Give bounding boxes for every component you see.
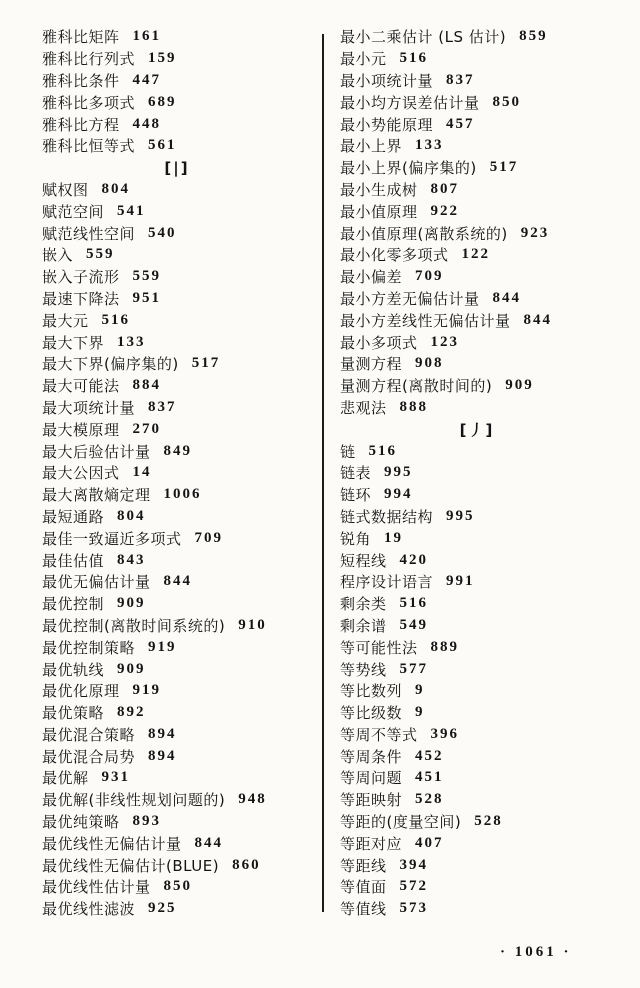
entry-page-number: 516 — [101, 311, 131, 328]
index-entry — [42, 70, 312, 92]
index-entry — [42, 854, 312, 876]
index-entry — [340, 309, 614, 331]
entry-page-number: 122 — [461, 246, 491, 263]
entry-term: 等距的(度量空间) — [340, 813, 462, 832]
entry-term: 最小值原理 — [340, 202, 418, 221]
entry-page-number: 804 — [117, 507, 146, 524]
entry-term: 最大下界 — [42, 333, 105, 352]
index-entry — [42, 113, 312, 135]
entry-page-number: 528 — [474, 813, 503, 830]
entry-page-number: 837 — [446, 71, 475, 88]
entry-page-number: 909 — [117, 660, 146, 677]
index-entry — [42, 527, 312, 549]
entry-page-number: 559 — [132, 268, 162, 285]
index-entry — [340, 767, 614, 789]
index-entry — [340, 680, 614, 702]
entry-page-number: 516 — [399, 595, 429, 612]
entry-term: 等距对应 — [340, 834, 403, 853]
entry-term: 最优控制策略 — [42, 638, 136, 657]
index-left-column — [42, 26, 312, 920]
index-entry — [42, 135, 312, 157]
entry-term: 最优解 — [42, 769, 89, 788]
entry-page-number: 925 — [148, 900, 177, 917]
entry-term: 最佳估值 — [42, 551, 105, 570]
entry-term: 最大下界(偏序集的) — [42, 355, 179, 374]
index-entry — [42, 549, 312, 571]
index-entry — [42, 658, 312, 680]
entry-term: 量测方程 — [340, 355, 403, 374]
entry-term: 最佳一致逼近多项式 — [42, 529, 182, 548]
entry-page-number: 844 — [523, 311, 553, 328]
index-entry — [340, 702, 614, 724]
entry-term: 最大公因式 — [42, 464, 120, 483]
entry-page-number: 888 — [399, 398, 429, 415]
index-entry — [340, 135, 614, 157]
entry-term: 最小上界 — [340, 137, 403, 156]
index-entry — [340, 179, 614, 201]
entry-term: 最优控制(离散时间系统的) — [42, 616, 226, 635]
entry-page-number: 451 — [415, 769, 444, 786]
entry-page-number: 948 — [238, 791, 267, 808]
entry-page-number: 123 — [430, 333, 460, 350]
entry-term: 量测方程(离散时间的) — [340, 377, 493, 396]
entry-term: 短程线 — [340, 551, 387, 570]
index-entry — [42, 462, 312, 484]
index-entry — [42, 745, 312, 767]
entry-term: 链环 — [340, 486, 372, 505]
entry-page-number: 133 — [415, 137, 444, 154]
entry-page-number: 709 — [194, 529, 224, 546]
entry-page-number: 884 — [132, 377, 162, 394]
entry-page-number: 850 — [492, 93, 522, 110]
entry-page-number: 922 — [430, 202, 460, 219]
index-entry — [340, 876, 614, 898]
index-entry — [42, 615, 312, 637]
index-entry — [42, 832, 312, 854]
entry-page-number: 889 — [430, 638, 460, 655]
entry-term: 雅科比恒等式 — [42, 137, 136, 156]
entry-term: 最小偏差 — [340, 268, 403, 287]
entry-page-number: 843 — [117, 551, 146, 568]
entry-page-number: 844 — [163, 573, 193, 590]
index-entry — [42, 266, 312, 288]
entry-page-number: 541 — [117, 202, 146, 219]
entry-page-number: 549 — [399, 616, 429, 633]
entry-term: 等距线 — [340, 856, 387, 875]
entry-page-number: 161 — [132, 28, 162, 45]
index-entry — [340, 724, 614, 746]
radical-section-header: [|] — [164, 158, 190, 177]
entry-page-number: 909 — [117, 595, 146, 612]
index-entry — [42, 484, 312, 506]
entry-term: 最优线性滤波 — [42, 900, 136, 919]
entry-term: 最优策略 — [42, 704, 105, 723]
index-entry — [340, 157, 614, 179]
entry-term: 赋范线性空间 — [42, 224, 136, 243]
entry-term: 雅科比矩阵 — [42, 28, 120, 47]
entry-term: 最大可能法 — [42, 377, 120, 396]
entry-term: 等周不等式 — [340, 725, 418, 744]
index-entry — [42, 876, 312, 898]
entry-page-number: 909 — [505, 377, 534, 394]
entry-page-number: 994 — [384, 486, 413, 503]
entry-term: 剩余谱 — [340, 616, 387, 635]
entry-page-number: 850 — [163, 878, 193, 895]
entry-page-number: 995 — [446, 507, 475, 524]
index-entry — [42, 48, 312, 70]
index-entry — [42, 724, 312, 746]
index-entry — [42, 200, 312, 222]
entry-term: 最大离散熵定理 — [42, 486, 151, 505]
entry-term: 最优无偏估计量 — [42, 573, 151, 592]
entry-page-number: 1006 — [163, 486, 202, 503]
index-entry — [42, 440, 312, 462]
entry-term: 最优混合局势 — [42, 747, 136, 766]
entry-term: 最小化零多项式 — [340, 246, 449, 265]
entry-page-number: 420 — [399, 551, 429, 568]
index-entry — [42, 375, 312, 397]
entry-page-number: 528 — [415, 791, 444, 808]
entry-term: 剩余类 — [340, 595, 387, 614]
entry-page-number: 407 — [415, 834, 444, 851]
entry-term: 最小方差无偏估计量 — [340, 289, 480, 308]
index-entry — [42, 636, 312, 658]
index-entry — [340, 70, 614, 92]
entry-term: 链表 — [340, 464, 372, 483]
index-entry — [340, 549, 614, 571]
index-entry — [42, 179, 312, 201]
index-entry — [42, 309, 312, 331]
entry-page-number: 995 — [384, 464, 413, 481]
index-entry — [42, 789, 312, 811]
index-entry — [340, 462, 614, 484]
entry-term: 链 — [340, 442, 356, 461]
entry-page-number: 396 — [430, 725, 460, 742]
index-entry — [42, 811, 312, 833]
index-entry — [340, 266, 614, 288]
index-entry — [340, 811, 614, 833]
entry-term: 最小生成树 — [340, 180, 418, 199]
index-entry — [340, 506, 614, 528]
index-entry — [340, 353, 614, 375]
index-entry — [340, 484, 614, 506]
entry-page-number: 577 — [399, 660, 429, 677]
entry-page-number: 457 — [446, 115, 475, 132]
index-entry — [340, 832, 614, 854]
entry-term: 等距映射 — [340, 791, 403, 810]
entry-term: 最小上界(偏序集的) — [340, 159, 477, 178]
index-entry — [42, 767, 312, 789]
index-entry — [42, 91, 312, 113]
entry-page-number: 804 — [101, 180, 131, 197]
entry-term: 最小方差线性无偏估计量 — [340, 311, 511, 330]
entry-term: 等势线 — [340, 660, 387, 679]
index-entry — [340, 91, 614, 113]
entry-page-number: 19 — [384, 529, 404, 546]
entry-page-number: 14 — [132, 464, 152, 481]
index-entry — [42, 244, 312, 266]
index-entry — [42, 571, 312, 593]
entry-term: 最速下降法 — [42, 289, 120, 308]
index-entry — [340, 527, 614, 549]
index-entry — [42, 418, 312, 440]
entry-term: 最大元 — [42, 311, 89, 330]
entry-term: 最大项统计量 — [42, 398, 136, 417]
entry-page-number: 689 — [148, 93, 177, 110]
entry-term: 最优控制 — [42, 595, 105, 614]
entry-term: 等可能性法 — [340, 638, 418, 657]
index-entry — [42, 898, 312, 920]
entry-page-number: 447 — [132, 71, 162, 88]
entry-page-number: 951 — [132, 289, 162, 306]
entry-term: 雅科比条件 — [42, 71, 120, 90]
entry-term: 雅科比行列式 — [42, 50, 136, 69]
entry-page-number: 516 — [368, 442, 398, 459]
index-entry — [340, 745, 614, 767]
entry-term: 等值面 — [340, 878, 387, 897]
entry-term: 最小多项式 — [340, 333, 418, 352]
entry-page-number: 892 — [117, 704, 146, 721]
index-entry — [340, 636, 614, 658]
entry-term: 等比数列 — [340, 682, 403, 701]
index-entry — [42, 397, 312, 419]
entry-term: 最小项统计量 — [340, 71, 434, 90]
entry-term: 赋权图 — [42, 180, 89, 199]
entry-term: 最小元 — [340, 50, 387, 69]
entry-term: 最优线性无偏估计量 — [42, 834, 182, 853]
entry-term: 雅科比方程 — [42, 115, 120, 134]
index-entry — [42, 593, 312, 615]
entry-page-number: 517 — [191, 355, 221, 372]
entry-term: 最短通路 — [42, 507, 105, 526]
index-entry — [340, 898, 614, 920]
index-entry — [340, 615, 614, 637]
index-entry — [340, 593, 614, 615]
index-entry — [340, 200, 614, 222]
entry-page-number: 844 — [492, 289, 522, 306]
entry-page-number: 517 — [489, 159, 519, 176]
entry-page-number: 931 — [101, 769, 131, 786]
index-entry — [340, 48, 614, 70]
entry-page-number: 394 — [399, 856, 429, 873]
entry-term: 最优混合策略 — [42, 725, 136, 744]
entry-term: 最小势能原理 — [340, 115, 434, 134]
index-entry — [340, 26, 614, 48]
index-entry — [340, 440, 614, 462]
entry-page-number: 893 — [132, 813, 162, 830]
index-entry — [42, 26, 312, 48]
entry-page-number: 837 — [148, 398, 177, 415]
entry-page-number: 844 — [194, 834, 224, 851]
index-entry — [340, 113, 614, 135]
entry-page-number: 919 — [148, 638, 177, 655]
entry-page-number: 559 — [86, 246, 115, 263]
index-entry — [42, 288, 312, 310]
column-divider-line — [322, 34, 324, 912]
entry-page-number: 859 — [519, 28, 548, 45]
entry-term: 最优线性估计量 — [42, 878, 151, 897]
entry-term: 最优线性无偏估计(BLUE) — [42, 856, 220, 875]
entry-term: 悲观法 — [340, 398, 387, 417]
index-entry — [340, 331, 614, 353]
index-entry — [340, 571, 614, 593]
entry-page-number: 894 — [148, 747, 177, 764]
index-entry — [340, 397, 614, 419]
entry-term: 嵌入子流形 — [42, 268, 120, 287]
entry-term: 链式数据结构 — [340, 507, 434, 526]
entry-page-number: 991 — [446, 573, 475, 590]
entry-term: 雅科比多项式 — [42, 93, 136, 112]
index-entry — [42, 222, 312, 244]
entry-page-number: 448 — [132, 115, 162, 132]
entry-term: 嵌入 — [42, 246, 74, 265]
entry-term: 等周问题 — [340, 769, 403, 788]
entry-page-number: 159 — [148, 50, 177, 67]
entry-term: 最小均方误差估计量 — [340, 93, 480, 112]
entry-page-number: 133 — [117, 333, 146, 350]
entry-page-number: 9 — [415, 704, 425, 721]
entry-page-number: 908 — [415, 355, 444, 372]
entry-term: 最小二乘估计 (LS 估计) — [340, 28, 507, 47]
index-entry — [42, 506, 312, 528]
entry-page-number: 270 — [132, 420, 162, 437]
entry-page-number: 516 — [399, 50, 429, 67]
entry-page-number: 860 — [232, 856, 261, 873]
entry-term: 最优化原理 — [42, 682, 120, 701]
entry-term: 等值线 — [340, 900, 387, 919]
entry-page-number: 807 — [430, 180, 460, 197]
index-entry — [340, 244, 614, 266]
index-entry — [340, 288, 614, 310]
index-entry — [340, 854, 614, 876]
entry-page-number: 573 — [399, 900, 429, 917]
page-number: · 1061 · — [500, 944, 572, 960]
entry-page-number: 540 — [148, 224, 177, 241]
entry-term: 最大模原理 — [42, 420, 120, 439]
entry-term: 锐角 — [340, 529, 372, 548]
entry-term: 最小值原理(离散系统的) — [340, 224, 508, 243]
entry-term: 最优解(非线性规划问题的) — [42, 791, 226, 810]
entry-page-number: 849 — [163, 442, 193, 459]
entry-page-number: 894 — [148, 725, 177, 742]
index-entry — [42, 353, 312, 375]
entry-page-number: 452 — [415, 747, 444, 764]
entry-term: 最优轨线 — [42, 660, 105, 679]
index-entry — [340, 375, 614, 397]
entry-page-number: 709 — [415, 268, 444, 285]
entry-term: 赋范空间 — [42, 202, 105, 221]
entry-page-number: 572 — [399, 878, 429, 895]
entry-term: 最大后验估计量 — [42, 442, 151, 461]
entry-page-number: 910 — [238, 616, 267, 633]
index-right-column — [340, 26, 614, 920]
index-entry — [340, 658, 614, 680]
entry-term: 等周条件 — [340, 747, 403, 766]
index-entry — [340, 222, 614, 244]
index-entry — [42, 702, 312, 724]
entry-term: 最优纯策略 — [42, 813, 120, 832]
index-entry — [340, 789, 614, 811]
entry-term: 等比级数 — [340, 704, 403, 723]
entry-page-number: 919 — [132, 682, 162, 699]
index-entry — [42, 680, 312, 702]
entry-page-number: 9 — [415, 682, 425, 699]
entry-term: 程序设计语言 — [340, 573, 434, 592]
radical-section-header: [丿] — [459, 420, 495, 439]
entry-page-number: 923 — [520, 224, 550, 241]
entry-page-number: 561 — [148, 137, 177, 154]
index-entry — [42, 331, 312, 353]
